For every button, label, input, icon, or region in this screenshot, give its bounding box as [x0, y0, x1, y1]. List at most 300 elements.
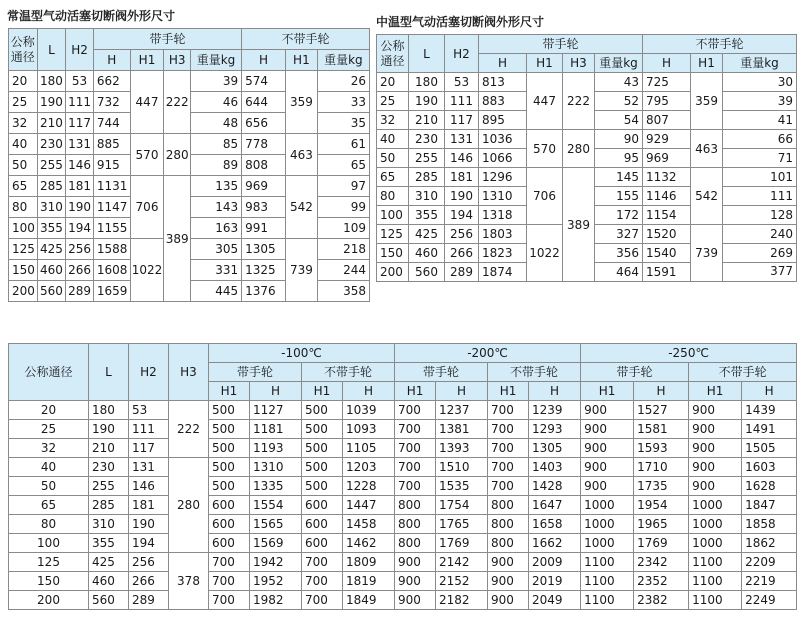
table-cell: 255 — [37, 155, 66, 176]
header-H1: H1 — [286, 50, 318, 71]
table-cell: 1982 — [250, 591, 302, 610]
table-cell: 20 — [377, 73, 409, 92]
table-cell: 1093 — [343, 420, 395, 439]
table-cell: 1510 — [436, 458, 488, 477]
table-cell: 71 — [723, 149, 797, 168]
table-row — [9, 401, 797, 420]
table-cell: 111 — [129, 420, 169, 439]
table-cell: 125 — [377, 225, 409, 244]
table-cell: 150 — [9, 260, 38, 281]
table-cell: 2152 — [436, 572, 488, 591]
table-cell: 54 — [595, 111, 643, 130]
table-cell: 900 — [581, 420, 634, 439]
table-cell: 163 — [190, 218, 241, 239]
table-cell: 500 — [302, 477, 343, 496]
table-cell: 1647 — [529, 496, 581, 515]
table-cell: 900 — [689, 401, 742, 420]
table-cell: 90 — [595, 130, 643, 149]
table-cell: 2249 — [742, 591, 797, 610]
table-cell: 155 — [595, 187, 643, 206]
table-cell: 542 — [286, 176, 318, 239]
header-H: H — [634, 382, 689, 401]
table-cell: 181 — [129, 496, 169, 515]
table-cell: 1874 — [479, 263, 527, 282]
table-cell: 778 — [242, 134, 286, 155]
table-cell: 280 — [563, 130, 595, 168]
table-cell: 725 — [643, 73, 691, 92]
table-cell: 109 — [317, 218, 369, 239]
table-cell: 1127 — [250, 401, 302, 420]
table-cell: 190 — [37, 92, 66, 113]
table-cell: 460 — [37, 260, 66, 281]
table-cell: 128 — [723, 206, 797, 225]
table-cell: 1325 — [242, 260, 286, 281]
table-cell: 41 — [723, 111, 797, 130]
table-cell: 25 — [377, 92, 409, 111]
table-cell: 32 — [9, 113, 38, 134]
table-cell: 1237 — [436, 401, 488, 420]
table-cell: 560 — [409, 263, 445, 282]
table-cell: 463 — [691, 130, 723, 168]
table-cell: 1954 — [634, 496, 689, 515]
table-cell: 800 — [395, 496, 436, 515]
table-cell: 1293 — [529, 420, 581, 439]
table-cell: 1520 — [643, 225, 691, 244]
table-cell: 700 — [395, 458, 436, 477]
table-cell: 1554 — [250, 496, 302, 515]
table-cell: 885 — [93, 134, 130, 155]
table-cell: 256 — [129, 553, 169, 572]
table-cell: 117 — [445, 111, 479, 130]
table-cell: 447 — [130, 71, 164, 134]
table-row — [9, 458, 797, 477]
table-cell: 40 — [9, 458, 89, 477]
table-cell: 500 — [209, 439, 250, 458]
table-row — [377, 130, 797, 149]
table-cell: 1193 — [250, 439, 302, 458]
header-H: H — [479, 54, 527, 73]
table-cell: 39 — [190, 71, 241, 92]
table-cell: 900 — [581, 477, 634, 496]
table-cell: 48 — [190, 113, 241, 134]
table-cell: 1588 — [93, 239, 130, 260]
table-cell: 289 — [445, 263, 479, 282]
table-cell: 1131 — [93, 176, 130, 197]
table-cell: 1105 — [343, 439, 395, 458]
table-row — [9, 534, 797, 553]
table-cell: 900 — [488, 572, 529, 591]
table-cell: 194 — [66, 218, 94, 239]
table-cell: 285 — [89, 496, 129, 515]
table-cell: 222 — [164, 71, 191, 134]
table-cell: 1155 — [93, 218, 130, 239]
table-cell: 377 — [723, 263, 797, 282]
table-cell: 1203 — [343, 458, 395, 477]
table-cell: 991 — [242, 218, 286, 239]
table-cell: 150 — [9, 572, 89, 591]
table-cell: 310 — [37, 197, 66, 218]
table-cell: 305 — [190, 239, 241, 260]
table-cell: 700 — [302, 591, 343, 610]
table-cell: 20 — [9, 401, 89, 420]
table-cell: 1849 — [343, 591, 395, 610]
table-cell: 355 — [37, 218, 66, 239]
table-cell: 969 — [643, 149, 691, 168]
table-cell: 807 — [643, 111, 691, 130]
table-cell: 32 — [377, 111, 409, 130]
table1-title: 常温型气动活塞切断阀外形尺寸 — [7, 9, 176, 23]
header-with-handwheel: 带手轮 — [93, 29, 241, 50]
table-cell: 194 — [129, 534, 169, 553]
header-H3: H3 — [164, 50, 191, 71]
table-cell: 1608 — [93, 260, 130, 281]
table-cell: 1239 — [529, 401, 581, 420]
table-cell: 1147 — [93, 197, 130, 218]
header-H1: H1 — [209, 382, 250, 401]
table-cell: 700 — [395, 420, 436, 439]
table-cell: 700 — [302, 572, 343, 591]
table-cell: 180 — [37, 71, 66, 92]
table-cell: 190 — [409, 92, 445, 111]
table-cell: 50 — [9, 477, 89, 496]
table-cell: 700 — [395, 477, 436, 496]
table-cell: 256 — [445, 225, 479, 244]
table-cell: 180 — [409, 73, 445, 92]
header-H1: H1 — [488, 382, 529, 401]
table-cell: 210 — [37, 113, 66, 134]
table-cell: 1847 — [742, 496, 797, 515]
header-without-handwheel: 不带手轮 — [689, 363, 797, 382]
table-cell: 40 — [377, 130, 409, 149]
table-cell: 1100 — [581, 553, 634, 572]
table-cell: 2019 — [529, 572, 581, 591]
table-row — [377, 168, 797, 187]
table-cell: 1603 — [742, 458, 797, 477]
table-cell: 378 — [169, 553, 209, 610]
header-with-handwheel: 带手轮 — [209, 363, 302, 382]
table-cell: 900 — [581, 439, 634, 458]
table-cell: 53 — [66, 71, 94, 92]
header-H1: H1 — [581, 382, 634, 401]
table-cell: 190 — [445, 187, 479, 206]
header-H: H — [343, 382, 395, 401]
table-cell: 289 — [66, 281, 94, 302]
table-cell: 1447 — [343, 496, 395, 515]
table-cell: 570 — [130, 134, 164, 176]
table-cell: 1310 — [250, 458, 302, 477]
table-cell: 46 — [190, 92, 241, 113]
table-cell: 190 — [66, 197, 94, 218]
table-cell: 1462 — [343, 534, 395, 553]
table-cell: 1491 — [742, 420, 797, 439]
table-cell: 900 — [581, 401, 634, 420]
table-cell: 52 — [595, 92, 643, 111]
table-cell: 915 — [93, 155, 130, 176]
header-H2: H2 — [66, 29, 94, 71]
table-cell: 65 — [377, 168, 409, 187]
table-cell: 1000 — [581, 496, 634, 515]
table-cell: 97 — [317, 176, 369, 197]
table-cell: 542 — [691, 168, 723, 225]
table-cell: 61 — [317, 134, 369, 155]
table-cell: 66 — [723, 130, 797, 149]
table-cell: 50 — [9, 155, 38, 176]
header-L: L — [89, 344, 129, 401]
table-cell: 65 — [9, 496, 89, 515]
table-cell: 65 — [317, 155, 369, 176]
table-row — [9, 515, 797, 534]
table-cell: 2342 — [634, 553, 689, 572]
table-cell: 200 — [9, 591, 89, 610]
table-cell: 32 — [9, 439, 89, 458]
table-cell: 53 — [129, 401, 169, 420]
table-cell: 1000 — [689, 515, 742, 534]
table-cell: 25 — [9, 420, 89, 439]
table-cell: 100 — [377, 206, 409, 225]
table-cell: 194 — [445, 206, 479, 225]
header-H3: H3 — [169, 344, 209, 401]
table-row — [9, 591, 797, 610]
table-cell: 65 — [9, 176, 38, 197]
table-cell: 1305 — [529, 439, 581, 458]
table-row — [9, 553, 797, 572]
table-cell: 900 — [689, 458, 742, 477]
table-cell: 1100 — [581, 591, 634, 610]
table-cell: 600 — [209, 496, 250, 515]
table-cell: 150 — [377, 244, 409, 263]
table-cell: 700 — [395, 401, 436, 420]
header-H1: H1 — [689, 382, 742, 401]
table-cell: 222 — [169, 401, 209, 458]
header-weight: 重量kg — [317, 50, 369, 71]
table-cell: 1581 — [634, 420, 689, 439]
table-cell: 706 — [130, 176, 164, 239]
table-cell: 25 — [9, 92, 38, 113]
header-L: L — [37, 29, 66, 71]
header-weight: 重量kg — [723, 54, 797, 73]
table-cell: 359 — [286, 71, 318, 134]
table-cell: 1100 — [581, 572, 634, 591]
table-cell: 969 — [242, 176, 286, 197]
header-H: H — [742, 382, 797, 401]
table-cell: 700 — [209, 572, 250, 591]
table-cell: 359 — [691, 73, 723, 130]
table-cell: 500 — [209, 401, 250, 420]
table-cell: 570 — [527, 130, 563, 168]
table-cell: 700 — [488, 420, 529, 439]
table-cell: 445 — [190, 281, 241, 302]
table-cell: 1769 — [634, 534, 689, 553]
table-cell: 1305 — [242, 239, 286, 260]
table-cell: 356 — [595, 244, 643, 263]
header-H3: H3 — [563, 54, 595, 73]
table-cell: 146 — [66, 155, 94, 176]
table1 — [8, 28, 370, 302]
header-H: H — [250, 382, 302, 401]
table-cell: 700 — [209, 591, 250, 610]
table-cell: 2009 — [529, 553, 581, 572]
header-H: H — [643, 54, 691, 73]
header-temp-100: -100℃ — [209, 344, 395, 363]
table-cell: 355 — [89, 534, 129, 553]
header-dn: 公称通径 — [9, 29, 38, 71]
table-cell: 266 — [129, 572, 169, 591]
table-cell: 230 — [409, 130, 445, 149]
table-cell: 40 — [9, 134, 38, 155]
table-cell: 1754 — [436, 496, 488, 515]
table-cell: 1376 — [242, 281, 286, 302]
table-cell: 1066 — [479, 149, 527, 168]
header-without-handwheel: 不带手轮 — [302, 363, 395, 382]
table-cell: 50 — [377, 149, 409, 168]
table-cell: 500 — [209, 477, 250, 496]
table-cell: 135 — [190, 176, 241, 197]
table-row — [9, 439, 797, 458]
header-H1: H1 — [130, 50, 164, 71]
table-cell: 358 — [317, 281, 369, 302]
table-cell: 1000 — [581, 534, 634, 553]
table-cell: 210 — [89, 439, 129, 458]
table-cell: 100 — [9, 534, 89, 553]
table-cell: 662 — [93, 71, 130, 92]
table-cell: 447 — [527, 73, 563, 130]
table-cell: 463 — [286, 134, 318, 176]
table-cell: 1100 — [689, 572, 742, 591]
header-H: H — [529, 382, 581, 401]
table-cell: 574 — [242, 71, 286, 92]
table-cell: 560 — [37, 281, 66, 302]
table-cell: 700 — [302, 553, 343, 572]
table-cell: 1862 — [742, 534, 797, 553]
table-cell: 739 — [691, 225, 723, 282]
table-cell: 389 — [563, 168, 595, 282]
table3 — [8, 343, 797, 610]
table-cell: 111 — [445, 92, 479, 111]
table-cell: 500 — [209, 458, 250, 477]
table-cell: 1527 — [634, 401, 689, 420]
table-cell: 1710 — [634, 458, 689, 477]
table-cell: 500 — [302, 458, 343, 477]
header-dn: 公称通径 — [377, 35, 409, 73]
table-cell: 1819 — [343, 572, 395, 591]
table-cell: 1039 — [343, 401, 395, 420]
table-cell: 460 — [89, 572, 129, 591]
table-cell: 732 — [93, 92, 130, 113]
table-cell: 500 — [302, 439, 343, 458]
table-row — [9, 477, 797, 496]
table-cell: 795 — [643, 92, 691, 111]
table-cell: 1439 — [742, 401, 797, 420]
header-with-handwheel: 带手轮 — [479, 35, 643, 54]
table-cell: 1100 — [689, 553, 742, 572]
table-cell: 700 — [395, 439, 436, 458]
table-cell: 1181 — [250, 420, 302, 439]
table-cell: 1296 — [479, 168, 527, 187]
table-cell: 644 — [242, 92, 286, 113]
table-cell: 744 — [93, 113, 130, 134]
table-cell: 1022 — [130, 239, 164, 302]
table-cell: 1769 — [436, 534, 488, 553]
table-cell: 1146 — [643, 187, 691, 206]
table-cell: 1381 — [436, 420, 488, 439]
table-cell: 80 — [377, 187, 409, 206]
table-cell: 35 — [317, 113, 369, 134]
table-cell: 1659 — [93, 281, 130, 302]
table-cell: 26 — [317, 71, 369, 92]
table-cell: 101 — [723, 168, 797, 187]
table-cell: 125 — [9, 553, 89, 572]
table-cell: 100 — [9, 218, 38, 239]
table-cell: 500 — [209, 420, 250, 439]
table-cell: 256 — [66, 239, 94, 260]
table-cell: 30 — [723, 73, 797, 92]
table-cell: 355 — [409, 206, 445, 225]
table-cell: 883 — [479, 92, 527, 111]
header-H: H — [436, 382, 488, 401]
table-cell: 900 — [488, 553, 529, 572]
header-H2: H2 — [445, 35, 479, 73]
table-cell: 900 — [581, 458, 634, 477]
table-cell: 210 — [409, 111, 445, 130]
table-cell: 1393 — [436, 439, 488, 458]
header-without-handwheel: 不带手轮 — [643, 35, 797, 54]
header-H1: H1 — [395, 382, 436, 401]
table-cell: 1022 — [527, 225, 563, 282]
table-cell: 244 — [317, 260, 369, 281]
table-cell: 190 — [129, 515, 169, 534]
table-cell: 900 — [689, 477, 742, 496]
header-H1: H1 — [691, 54, 723, 73]
header-without-handwheel: 不带手轮 — [488, 363, 581, 382]
table-cell: 1505 — [742, 439, 797, 458]
table-cell: 1540 — [643, 244, 691, 263]
table-cell: 900 — [395, 553, 436, 572]
table-cell: 1318 — [479, 206, 527, 225]
table-cell: 200 — [377, 263, 409, 282]
table-cell: 1310 — [479, 187, 527, 206]
table-cell: 85 — [190, 134, 241, 155]
table-cell: 2049 — [529, 591, 581, 610]
table-cell: 700 — [488, 458, 529, 477]
table-cell: 900 — [488, 591, 529, 610]
table-cell: 700 — [488, 401, 529, 420]
header-H1: H1 — [527, 54, 563, 73]
table-cell: 20 — [9, 71, 38, 92]
table-cell: 900 — [395, 572, 436, 591]
header-dn: 公称通径 — [9, 344, 89, 401]
table-cell: 181 — [66, 176, 94, 197]
table-cell: 1662 — [529, 534, 581, 553]
table-row — [9, 176, 370, 197]
table-cell: 1535 — [436, 477, 488, 496]
table-cell: 125 — [9, 239, 38, 260]
table-cell: 389 — [164, 176, 191, 302]
table-cell: 1809 — [343, 553, 395, 572]
table-row — [377, 73, 797, 92]
table-cell: 983 — [242, 197, 286, 218]
table-cell: 131 — [66, 134, 94, 155]
table-cell: 425 — [37, 239, 66, 260]
table2 — [376, 34, 797, 282]
table-cell: 700 — [488, 477, 529, 496]
table-cell: 1952 — [250, 572, 302, 591]
table-cell: 111 — [66, 92, 94, 113]
table-cell: 218 — [317, 239, 369, 260]
table-cell: 2142 — [436, 553, 488, 572]
table-cell: 1100 — [689, 591, 742, 610]
header-L: L — [409, 35, 445, 73]
table-cell: 2382 — [634, 591, 689, 610]
